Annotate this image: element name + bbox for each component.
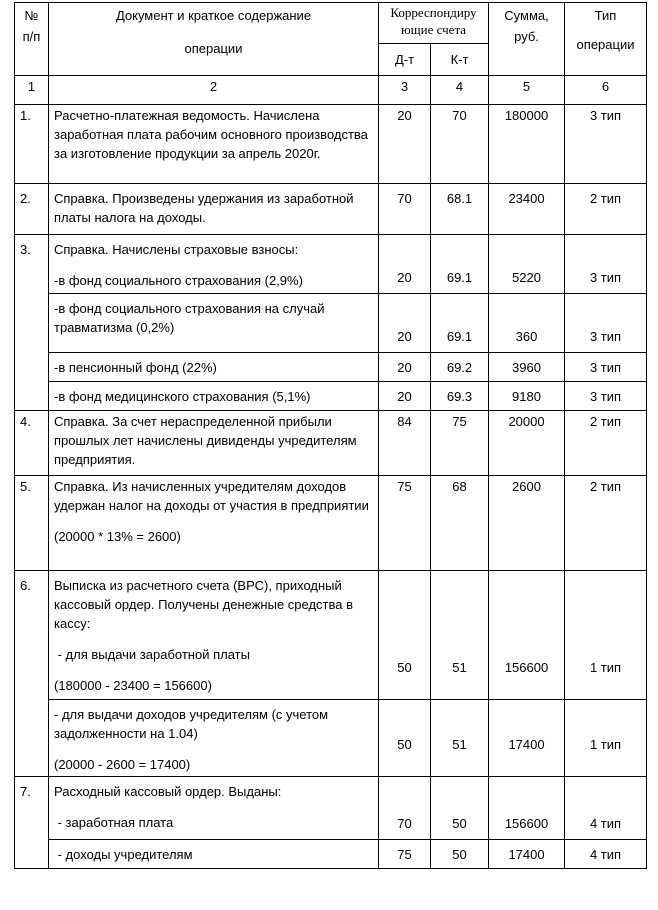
table-row — [15, 382, 647, 411]
table-row — [15, 235, 647, 294]
row-description — [49, 105, 379, 184]
row-debit: 84 — [379, 411, 431, 476]
header-sum-line2: руб. — [514, 29, 539, 44]
row-credit: 75 — [431, 411, 489, 476]
row-sum: 20000 — [489, 411, 565, 476]
header-corr-line2: ющие счета — [400, 22, 467, 37]
column-number: 4 — [431, 76, 489, 105]
header-type-line1: Тип — [594, 8, 617, 23]
header-debit: Д-т — [379, 43, 431, 75]
row-description — [49, 571, 379, 700]
row-type: 3 тип — [565, 382, 647, 411]
column-number: 2 — [49, 76, 379, 105]
row-sum: 17400 — [489, 700, 565, 777]
table-row — [15, 476, 647, 571]
description-line: Расходный кассовый ордер. Выданы: — [54, 784, 282, 799]
row-debit: 50 — [379, 571, 431, 700]
row-description — [49, 294, 379, 353]
row-description — [49, 184, 379, 235]
description-line: -в пенсионный фонд (22%) — [54, 360, 217, 375]
row-description — [49, 700, 379, 777]
description-line: - для выдачи доходов учредителям (с учетом задолженности на 1.04) — [54, 707, 329, 741]
description-line: Справка. За счет нераспределенной прибыли прошлых лет начислены дивиденды учредителям предприятия. — [54, 414, 357, 467]
row-number: 7. — [15, 777, 49, 869]
row-type: 4 тип — [565, 840, 647, 869]
table-row — [15, 777, 647, 840]
row-type: 3 тип — [565, 294, 647, 353]
row-debit: 20 — [379, 353, 431, 382]
row-debit: 75 — [379, 476, 431, 571]
row-number: 4. — [15, 411, 49, 476]
row-description — [49, 777, 379, 840]
row-sum: 180000 — [489, 105, 565, 184]
header-sum-line1: Сумма, — [504, 8, 549, 23]
row-credit: 69.3 — [431, 382, 489, 411]
row-number: 1. — [15, 105, 49, 184]
description-line: Справка. Произведены удержания из заработной платы налога на доходы. — [54, 191, 354, 225]
row-type: 4 тип — [565, 777, 647, 840]
column-number: 1 — [15, 76, 49, 105]
row-sum: 3960 — [489, 353, 565, 382]
row-sum: 17400 — [489, 840, 565, 869]
row-credit: 50 — [431, 777, 489, 840]
row-debit: 70 — [379, 184, 431, 235]
row-type: 2 тип — [565, 184, 647, 235]
row-number: 3. — [15, 235, 49, 411]
header-number — [15, 3, 49, 76]
column-number: 6 — [565, 76, 647, 105]
row-type: 1 тип — [565, 700, 647, 777]
header-document-line2: операции — [184, 41, 243, 56]
header-corresponding-accounts — [379, 3, 489, 44]
description-line: -в фонд социального страхования на случай травматизма (0,2%) — [54, 301, 325, 335]
description-line: Выписка из расчетного счета (ВРС), приходный кассовый ордер. Получены денежные средства в кассу: — [54, 578, 354, 631]
row-credit: 68.1 — [431, 184, 489, 235]
row-debit: 75 — [379, 840, 431, 869]
header-sum — [489, 3, 565, 76]
header-number-line1: № — [24, 8, 39, 23]
table-row — [15, 700, 647, 777]
row-debit: 70 — [379, 777, 431, 840]
row-number: 2. — [15, 184, 49, 235]
description-line: (20000 - 2600 = 17400) — [54, 757, 191, 772]
row-type: 2 тип — [565, 476, 647, 571]
row-type: 3 тип — [565, 235, 647, 294]
header-document — [49, 3, 379, 76]
header-document-line1: Документ и краткое содержание — [115, 8, 312, 23]
row-description — [49, 382, 379, 411]
row-description — [49, 840, 379, 869]
description-line: Справка. Из начисленных учредителям доходов удержан налог на доходы от участия в предприятии — [54, 479, 369, 513]
row-sum: 23400 — [489, 184, 565, 235]
row-sum: 360 — [489, 294, 565, 353]
header-row — [15, 3, 647, 44]
row-sum: 156600 — [489, 777, 565, 840]
description-line: (180000 - 23400 = 156600) — [54, 678, 212, 693]
header-corr-line1: Корреспондиру — [390, 5, 477, 20]
row-credit: 70 — [431, 105, 489, 184]
column-number-row — [15, 76, 647, 105]
table-row — [15, 571, 647, 700]
description-line: - доходы учредителям — [54, 847, 193, 862]
description-line: Справка. Начислены страховые взносы: — [54, 242, 299, 257]
row-description — [49, 476, 379, 571]
header-type-line2: операции — [576, 37, 635, 52]
row-debit: 20 — [379, 235, 431, 294]
header-number-line2: п/п — [22, 29, 41, 44]
row-description — [49, 353, 379, 382]
description-line: -в фонд медицинского страхования (5,1%) — [54, 389, 311, 404]
row-type: 2 тип — [565, 411, 647, 476]
row-description — [49, 235, 379, 294]
description-line: - заработная плата — [54, 815, 174, 830]
header-credit: К-т — [431, 43, 489, 75]
table-row — [15, 840, 647, 869]
description-line: Расчетно-платежная ведомость. Начислена заработная плата рабочим основного производства за изготовление продукции за апрель 2020г. — [54, 108, 368, 161]
table-row — [15, 294, 647, 353]
row-number: 5. — [15, 476, 49, 571]
row-debit: 20 — [379, 294, 431, 353]
table-row — [15, 411, 647, 476]
row-sum: 156600 — [489, 571, 565, 700]
row-sum: 2600 — [489, 476, 565, 571]
row-credit: 69.1 — [431, 294, 489, 353]
operations-table — [14, 2, 647, 869]
row-credit: 68 — [431, 476, 489, 571]
row-credit: 69.1 — [431, 235, 489, 294]
row-sum: 5220 — [489, 235, 565, 294]
row-type: 3 тип — [565, 353, 647, 382]
table-row — [15, 184, 647, 235]
table-row — [15, 353, 647, 382]
description-line: - для выдачи заработной платы — [54, 647, 250, 662]
column-number: 3 — [379, 76, 431, 105]
row-debit: 20 — [379, 382, 431, 411]
row-number: 6. — [15, 571, 49, 777]
row-type: 1 тип — [565, 571, 647, 700]
row-credit: 50 — [431, 840, 489, 869]
row-credit: 51 — [431, 571, 489, 700]
row-credit: 51 — [431, 700, 489, 777]
row-debit: 20 — [379, 105, 431, 184]
header-type — [565, 3, 647, 76]
row-description — [49, 411, 379, 476]
description-line: -в фонд социального страхования (2,9%) — [54, 273, 303, 288]
description-line: (20000 * 13% = 2600) — [54, 529, 181, 544]
row-sum: 9180 — [489, 382, 565, 411]
row-debit: 50 — [379, 700, 431, 777]
row-credit: 69.2 — [431, 353, 489, 382]
row-type: 3 тип — [565, 105, 647, 184]
column-number: 5 — [489, 76, 565, 105]
table-row — [15, 105, 647, 184]
